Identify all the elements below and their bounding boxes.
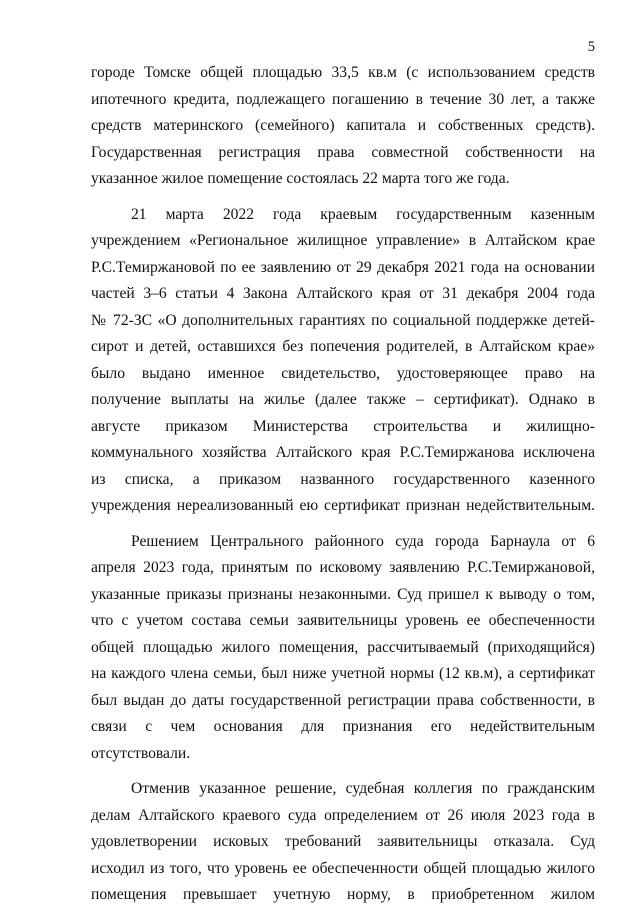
text-line: исходил из того, что уровень ее обеспеченности общей площадью жилого <box>91 859 595 877</box>
text-line: частей 3–6 статьи 4 Закона Алтайского края от 31 декабря 2004 года <box>91 285 595 302</box>
text-line: коммунального хозяйства Алтайского края Р.С.Темиржанова исключена <box>91 444 595 461</box>
text-line: средств материнского (семейного) капитала и собственных средств). <box>91 117 595 134</box>
text-line: № 72-ЗС «О дополнительных гарантиях по социальной поддержке детей- <box>91 311 595 329</box>
text-line: Р.С.Темиржановой по ее заявлению от 29 декабря 2021 года на основании <box>91 258 595 276</box>
text-line: Решением Центрального районного суда города Барнаула от 6 <box>131 532 595 550</box>
text-line: из списка, а приказом названного государственного казенного <box>91 470 595 488</box>
paragraph-3 <box>91 529 595 768</box>
text-line: общей площадью жилого помещения, рассчитываемый (приходящийся) <box>91 638 595 656</box>
text-line: августе приказом Министерства строительства и жилищно- <box>91 417 595 435</box>
text-line: учреждения нереализованный ею сертификат признан недействительным. <box>91 497 595 514</box>
text-line: 21 марта 2022 года краевым государственным казенным <box>131 205 595 223</box>
text-line: на каждого члена семьи, был ниже учетной нормы (12 кв.м), а сертификат <box>91 665 595 682</box>
page-number: 5 <box>587 39 595 55</box>
text-line: ипотечного кредита, подлежащего погашению в течение 30 лет, а также <box>91 90 595 108</box>
text-line: сирот и детей, оставшихся без попечения родителей, в Алтайском крае» <box>91 338 595 355</box>
text-line: делам Алтайского краевого суда определением от 26 июля 2023 года в <box>91 806 595 824</box>
text-line: городе Томске общей площадью 33,5 кв.м (с использованием средств <box>91 64 595 81</box>
text-line: апреля 2023 года, принятым по исковому заявлению Р.С.Темиржановой, <box>91 559 595 576</box>
text-line: помещения превышает учетную норму, в приобретенном жилом <box>91 886 595 903</box>
text-line: отсутствовали. <box>91 744 191 762</box>
text-line: указанное жилое помещение состоялась 22 марта того же года. <box>91 170 510 187</box>
text-line: что с учетом состава семьи заявительницы уровень ее обеспеченности <box>91 612 595 629</box>
text-line: Отменив указанное решение, судебная коллегия по гражданским <box>131 780 595 797</box>
text-line: был выдан до даты государственной регистрации права собственности, в <box>91 691 595 709</box>
text-line: указанные приказы признаны незаконными. Суд пришел к выводу о том, <box>91 585 595 603</box>
text-line: получение выплаты на жилье (далее также – сертификат). Однако в <box>91 391 595 408</box>
text-line: было выдано именное свидетельство, удостоверяющее право на <box>91 364 595 382</box>
paragraph-2 <box>91 202 595 520</box>
document-body <box>91 60 595 909</box>
text-line: Государственная регистрация права совместной собственности на <box>91 143 595 161</box>
text-line: удовлетворении исковых требований заявительницы отказала. Суд <box>91 833 595 850</box>
text-line: связи с чем основания для признания его недействительным <box>91 718 595 735</box>
paragraph-1 <box>91 60 595 193</box>
text-line: учреждением «Региональное жилищное управление» в Алтайском крае <box>91 232 595 249</box>
paragraph-4 <box>91 776 595 909</box>
